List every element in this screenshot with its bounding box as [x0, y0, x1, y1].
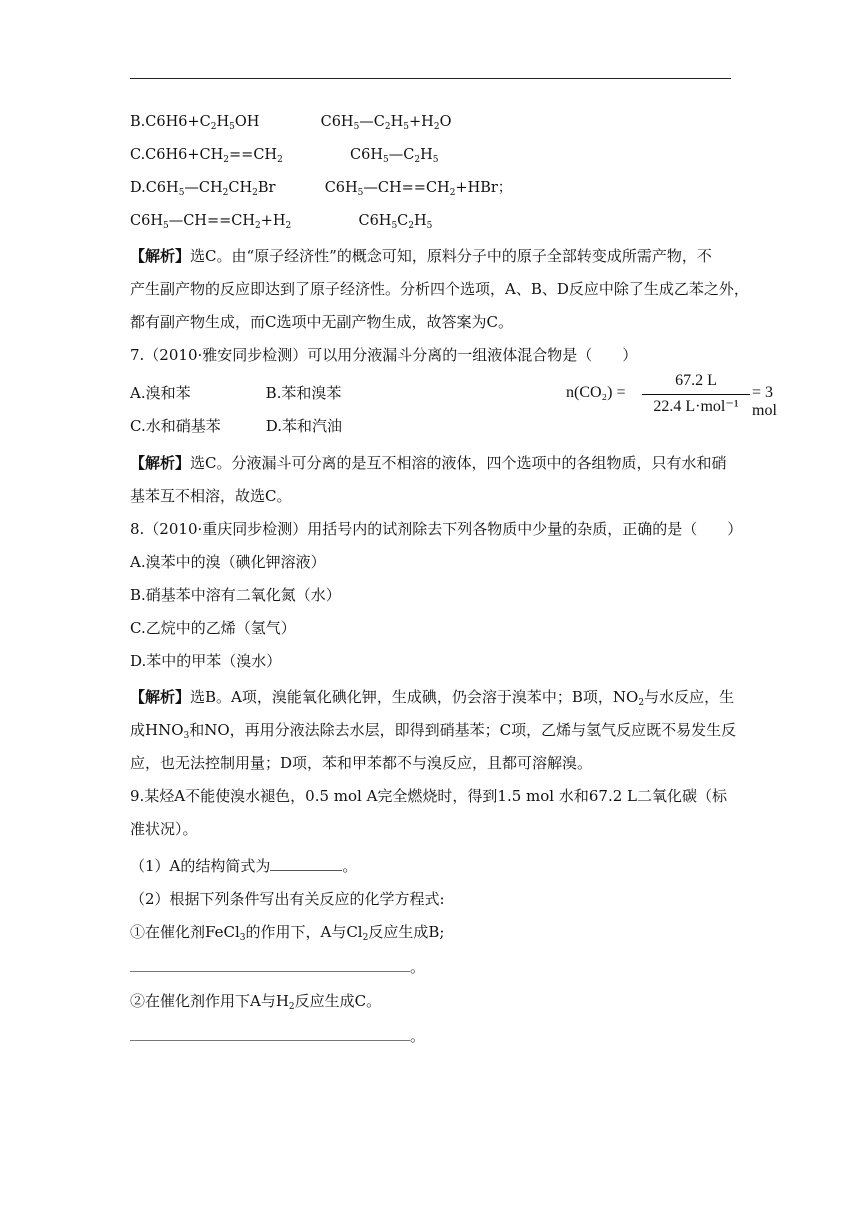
- q9-part2-b: ②在催化剂作用下A与$H_2$反应生成C。: [130, 992, 382, 1012]
- question-8: 8.（2010·重庆同步检测）用括号内的试剂除去下列各物质中少量的杂质，正确的是（ ）: [130, 520, 743, 538]
- q8-option-d: D.苯中的甲苯（溴水）: [130, 652, 282, 670]
- analysis-8-line3: 应，也无法控制用量；D项，苯和甲苯都不与溴反应，且都可溶解溴。: [130, 754, 593, 772]
- analysis-7-line1: 【解析】选C。分液漏斗可分离的是互不相溶的液体，四个选项中的各组物质，只有水和硝: [130, 454, 727, 472]
- q9-part2-b-answer: 。: [130, 1026, 425, 1046]
- q8-option-a: A.溴苯中的溴（碘化钾溶液）: [130, 553, 326, 571]
- analysis-8-line1: 【解析】选B。A项，溴能氧化碘化钾，生成碘，仍会溶于溴苯中；B项，$NO_2$与水反应，生: [130, 688, 735, 708]
- q9-part2-a-answer: 。: [130, 957, 425, 977]
- analysis-6-line2: 产生副产物的反应即达到了原子经济性。分析四个选项，A、B、D反应中除了生成乙苯之外，: [130, 280, 749, 298]
- question-9-line1: 9.某烃A不能使溴水褪色，0.5 mol A完全燃烧时，得到1.5 mol 水和67.2 L二氧化碳（标: [130, 787, 727, 805]
- analysis-7-line2: 基苯互不相溶，故选C。: [130, 487, 292, 505]
- option-d-second-step: $C6H_5—CH==CH_2+H_2$ $C6H_5C_2H_5$: [130, 213, 433, 231]
- q7-options-ab: A.溴和苯 B.苯和溴苯: [130, 384, 342, 402]
- analysis-8-line2: 成$HNO_3$和NO，再用分液法除去水层，即得到硝基苯；C项，乙烯与氢气反应既不易发生反: [130, 721, 737, 741]
- formula-numerator: 67.2 L: [675, 372, 717, 389]
- analysis-6-line1: 【解析】选C。由“原子经济性”的概念可知，原料分子中的原子全部转变成所需产物，不: [130, 247, 712, 265]
- formula-lhs: n(CO₂) =: [566, 384, 626, 401]
- answer-blank[interactable]: [130, 1028, 410, 1041]
- q9-part2-a: ①在催化剂FeCl$_3$的作用下，A与$Cl_2$反应生成B;: [130, 923, 445, 943]
- formula-denominator: 22.4 L·mol⁻¹: [653, 398, 739, 415]
- question-9-line2: 准状况）。: [130, 820, 198, 838]
- analysis-6-line3: 都有副产物生成，而C选项中无副产物生成，故答案为C。: [130, 313, 513, 331]
- answer-blank[interactable]: [130, 959, 410, 972]
- header-rule: [130, 78, 731, 79]
- option-d: $D.C6H_5—CH_2CH_2Br$ $C6H_5—CH==CH_2+HBr$；: [130, 180, 513, 198]
- q8-option-b: B.硝基苯中溶有二氧化氮（水）: [130, 586, 341, 604]
- answer-blank[interactable]: [270, 858, 342, 871]
- q9-part1: （1）A的结构简式为 。: [130, 857, 358, 875]
- question-7: 7.（2010·雅安同步检测）可以用分液漏斗分离的一组液体混合物是（ ）: [130, 346, 638, 364]
- option-b: $B.C6H6+C_2H_5OH$ $C6H_5—C_2H_5+H_2O$: [130, 114, 452, 132]
- formula-rhs: = 3 mol: [752, 384, 777, 419]
- q9-part2: （2）根据下列条件写出有关反应的化学方程式:: [130, 890, 445, 908]
- option-c: $C.C6H6+CH_2==CH_2$ $C6H_5—C_2H_5$: [130, 147, 439, 165]
- q7-options-cd: C.水和硝基苯 D.苯和汽油: [130, 417, 342, 435]
- q8-option-c: C.乙烷中的乙烯（氢气）: [130, 619, 296, 637]
- co2-formula: [566, 372, 777, 419]
